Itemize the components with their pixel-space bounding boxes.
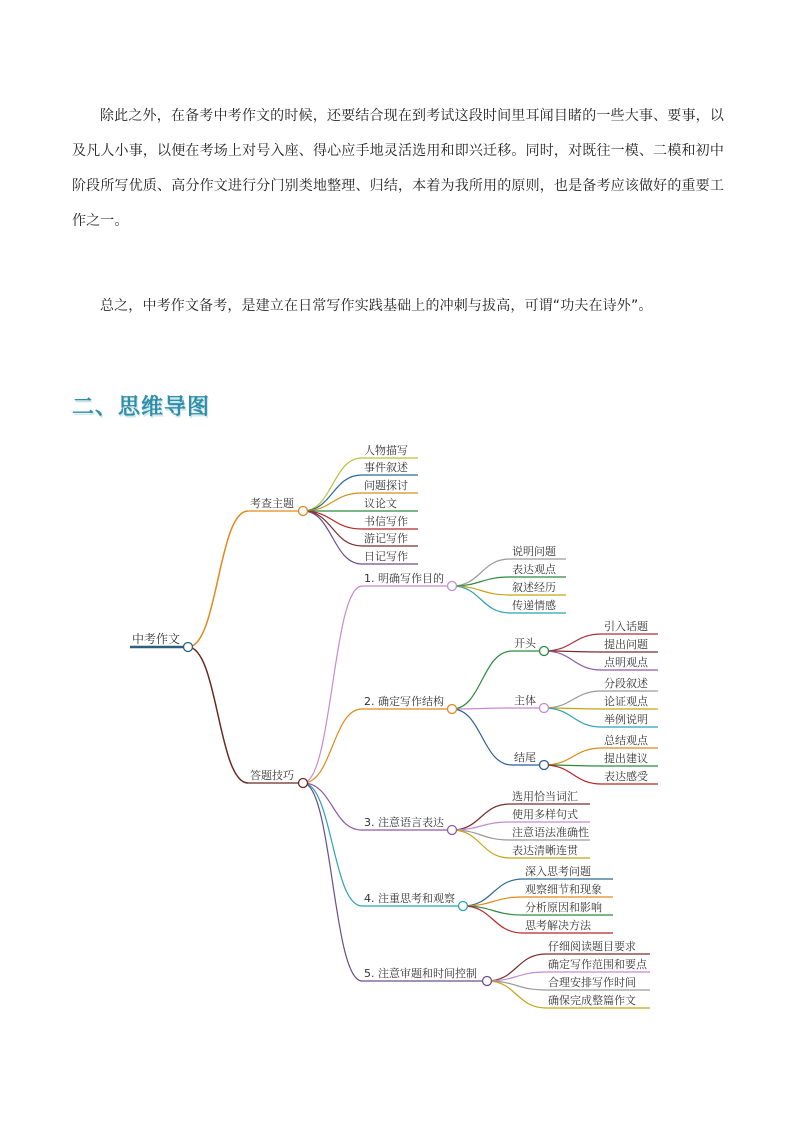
node-label: 书信写作 — [364, 515, 408, 528]
connector-line — [544, 748, 602, 765]
node-label: 1. 明确写作目的 — [364, 572, 444, 585]
connector-line — [303, 511, 362, 564]
node-label: 结尾 — [514, 751, 536, 764]
node-label: 中考作文 — [132, 632, 181, 646]
node-circle — [483, 977, 492, 986]
connector-line — [303, 458, 362, 511]
node-label: 举例说明 — [604, 713, 648, 726]
node-label: 2. 确定写作结构 — [364, 695, 444, 708]
node-label: 议论文 — [364, 497, 397, 510]
node-label: 合理安排写作时间 — [548, 976, 636, 989]
node-circle — [448, 705, 457, 714]
node-label: 观察细节和现象 — [525, 883, 602, 896]
connector-line — [303, 493, 362, 511]
node-label: 点明观点 — [604, 656, 648, 669]
node-circle — [184, 643, 193, 652]
node-label: 开头 — [514, 637, 536, 650]
connector-line — [188, 511, 248, 647]
connector-line — [303, 783, 362, 981]
node-label: 仔细阅读题目要求 — [548, 940, 636, 953]
node-circle — [540, 704, 549, 713]
connector-line — [544, 708, 602, 727]
connector-line — [544, 765, 602, 784]
node-circle — [540, 647, 549, 656]
node-label: 答题技巧 — [250, 769, 294, 782]
node-label: 日记写作 — [364, 550, 408, 563]
node-label: 表达清晰连贯 — [512, 844, 578, 857]
connector-line — [303, 783, 362, 906]
node-label: 选用恰当词汇 — [512, 790, 578, 803]
body-paragraph: 除此之外，在备考中考作文的时候，还要结合现在到考试这段时间里耳闻目睹的一些大事、要事，以及凡人小事，以便在考场上对号入座、得心应手地灵活选用和即兴迁移。同时，对既往一模、二模和初中阶段所写优质、高分作文进行分门别类地整理、归结，本着为我所用的原则，也是备考应该做好的重要工作之一。 — [72, 108, 724, 229]
node-circle — [299, 507, 308, 516]
connector-line — [452, 830, 510, 858]
node-label: 游记写作 — [364, 532, 408, 545]
node-label: 使用多样句式 — [512, 808, 578, 821]
node-label: 分段叙述 — [604, 677, 648, 690]
connector-line — [303, 475, 362, 511]
node-label: 5. 注意审题和时间控制 — [364, 967, 477, 980]
section-title: 二、思维导图 — [72, 395, 211, 420]
node-circle — [448, 826, 457, 835]
connector-line — [544, 634, 602, 651]
node-label: 3. 注意语言表达 — [364, 816, 444, 829]
connector-line — [452, 709, 512, 765]
node-label: 主体 — [514, 694, 536, 707]
node-label: 确定写作范围和要点 — [548, 958, 647, 971]
node-label: 论证观点 — [604, 695, 648, 708]
node-label: 表达感受 — [604, 770, 648, 783]
node-label: 总结观点 — [604, 734, 648, 747]
body-paragraph: 总之，中考作文备考，是建立在日常写作实践基础上的冲刺与拔高，可谓“功夫在诗外”。 — [100, 298, 653, 314]
node-circle — [448, 582, 457, 591]
node-label: 提出建议 — [604, 752, 648, 765]
node-circle — [299, 779, 308, 788]
node-label: 确保完成整篇作文 — [548, 994, 636, 1007]
connector-line — [544, 691, 602, 708]
node-label: 思考解决方法 — [525, 919, 591, 932]
node-label: 叙述经历 — [512, 581, 556, 594]
connector-line — [303, 586, 362, 783]
node-label: 表达观点 — [512, 563, 556, 576]
connector-line — [303, 511, 362, 529]
node-label: 考查主题 — [250, 497, 294, 510]
connector-line — [303, 709, 362, 783]
connector-line — [544, 651, 602, 670]
connector-line — [452, 651, 512, 709]
node-label: 注意语法准确性 — [512, 826, 589, 839]
node-label: 分析原因和影响 — [525, 901, 602, 914]
node-circle — [540, 761, 549, 770]
connector-line — [452, 708, 512, 709]
node-label: 事件叙述 — [364, 461, 408, 474]
node-label: 提出问题 — [604, 638, 648, 651]
node-label: 深入思考问题 — [525, 865, 591, 878]
node-label: 问题探讨 — [364, 479, 408, 492]
node-label: 引入话题 — [604, 620, 648, 633]
node-label: 说明问题 — [512, 545, 556, 558]
node-label: 4. 注重思考和观察 — [364, 892, 455, 905]
node-label: 传递情感 — [512, 599, 556, 612]
connector-line — [188, 647, 248, 783]
node-label: 人物描写 — [364, 444, 408, 457]
node-circle — [459, 902, 468, 911]
